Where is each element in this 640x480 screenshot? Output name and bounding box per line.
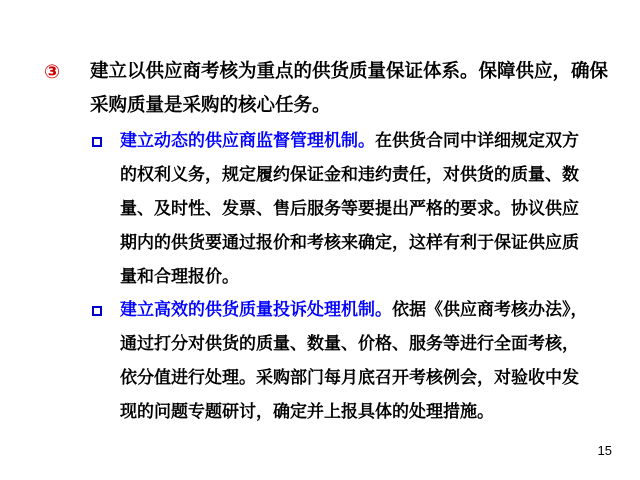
main-point-text: 建立以供应商考核为重点的供货质量保证体系。保障供应，确保采购质量是采购的核心任务。 bbox=[90, 61, 609, 116]
square-bullet-icon bbox=[92, 306, 102, 316]
sub-point-1-text: 在供货合同中详细规定双方的权利义务，规定履约保证金和违约责任，对供货的质量、数量、及时性、发票、售后服务等要提出严格的要求。协议供应期内的供货要通过报价和考核来确定，这样有利于保证供应质量和合理报价。 bbox=[120, 131, 579, 287]
sub-point-2 bbox=[120, 293, 590, 429]
sub-point-1 bbox=[120, 124, 590, 294]
circled-number-marker: ③ bbox=[44, 61, 61, 83]
square-bullet-icon bbox=[92, 137, 102, 147]
page-number: 15 bbox=[597, 443, 612, 458]
sub-point-1-highlight: 建立动态的供应商监督管理机制。 bbox=[120, 131, 375, 151]
sub-point-2-text: 依据《供应商考核办法》，通过打分对供货的质量、数量、价格、服务等进行全面考核，依分值进行处理。采购部门每月底召开考核例会，对验收中发现的问题专题研讨，确定并上报具体的处理措施。 bbox=[120, 300, 588, 422]
sub-point-2-highlight: 建立高效的供货质量投诉处理机制。 bbox=[120, 300, 392, 320]
